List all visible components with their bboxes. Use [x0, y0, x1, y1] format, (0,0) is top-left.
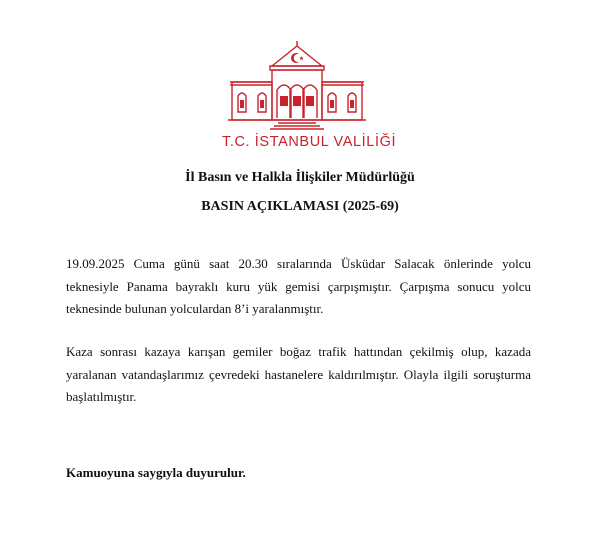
paragraph-2: Kaza sonrası kazaya karışan gemiler boğaz trafik hattından çekilmiş olup, kazada yaralanan vatandaşlarımız çevredeki hastanelere kaldırılmıştır. Olayla ilgili soruşturma başlatılmıştır. — [66, 344, 531, 404]
closing-line: Kamuoyuna saygıyla duyurulur. — [66, 465, 246, 480]
paragraph-1: 19.09.2025 Cuma günü saat 20.30 sıralarında Üsküdar Salacak önlerinde yolcu teknesiyle Panama bayraklı kuru yük gemisi çarpışmıştır. Çarpışma sonucu yolcu teknesinde bulunan yolculardan 8’i yaralanmıştır. — [66, 256, 531, 316]
press-release-title: BASIN AÇIKLAMASI (2025-69) — [201, 199, 399, 214]
governorship-building-icon — [222, 40, 372, 132]
istanbul-governorship-logo — [222, 40, 397, 160]
logo-text: T.C. İSTANBUL VALİLİĞİ — [222, 134, 397, 150]
department-heading: İl Basın ve Halkla İlişkiler Müdürlüğü — [185, 170, 415, 185]
